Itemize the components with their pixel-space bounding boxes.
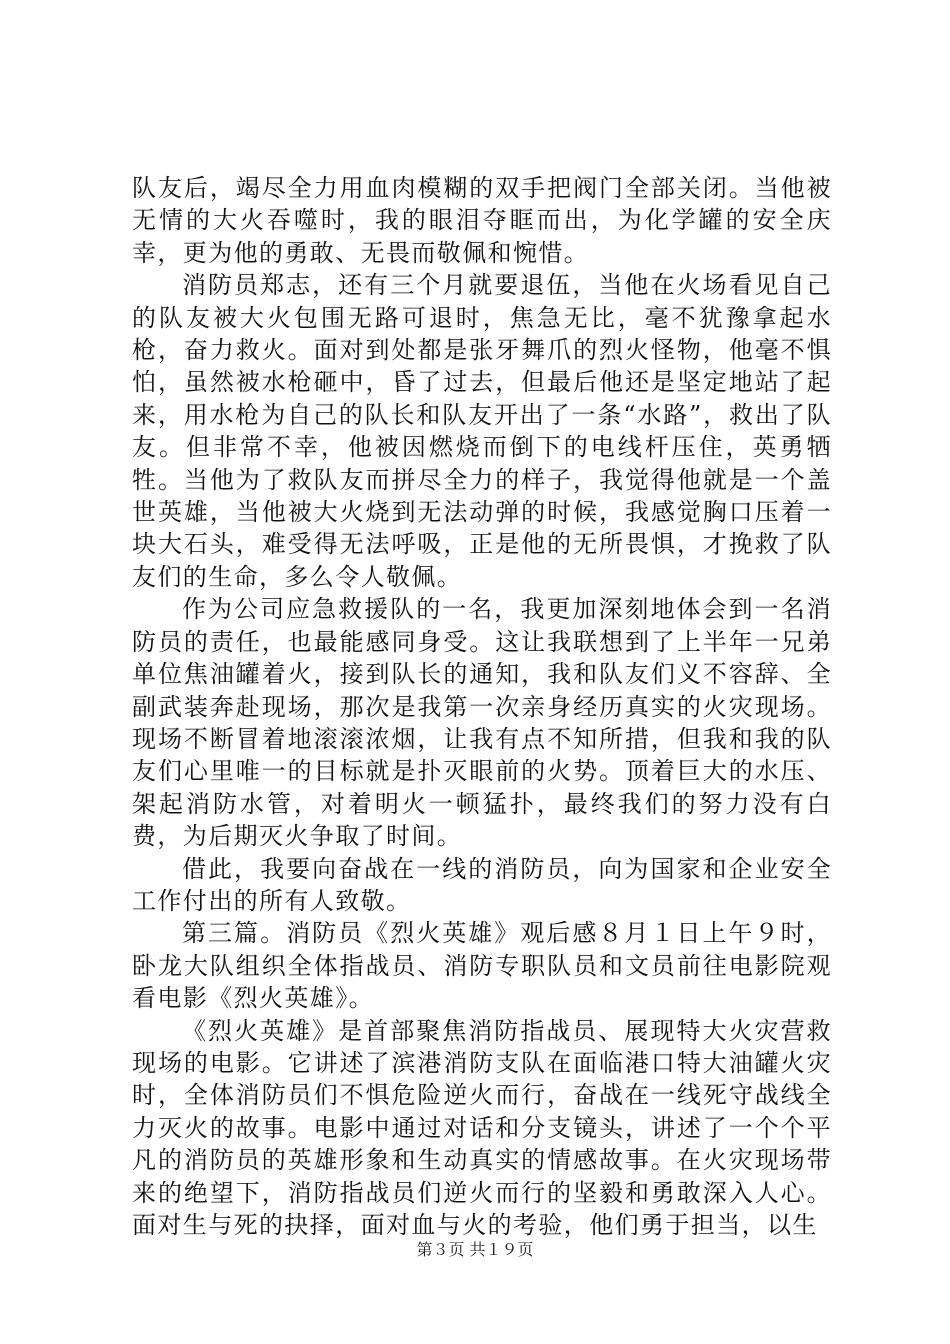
page-number-footer: 第３页 共１９页 (416, 1240, 534, 1259)
paragraph-movie-intro: 《烈火英雄》是首部聚焦消防指战员、展现特大火灾营救现场的电影。它讲述了滨港消防支队在面临港口特大油罐火灾时，全体消防员们不惧危险逆火而行，奋战在一线死守战线全力灭火的故事。电影中通过对话和分支镜头，讲述了一个个平凡的消防员的英雄形象和生动真实的情感故事。在火灾现场带来的绝望下，消防指战员们逆火而行的坚毅和勇敢深入人心。面对生与死的抉择，面对血与火的考验，他们勇于担当，以生 (132, 1016, 832, 1239)
paragraph-tribute: 借此，我要向奋战在一线的消防员，向为国家和企业安全工作付出的所有人致敬。 (132, 854, 832, 915)
paragraph-rescue-team: 作为公司应急救援队的一名，我更加深刻地体会到一名消防员的责任，也最能感同身受。这让我联想到了上半年一兄弟单位焦油罐着火，接到队长的通知，我和队友们义不容辞、全副武装奔赴现场，那次是我第一次亲身经历真实的火灾现场。现场不断冒着地滚滚浓烟，让我有点不知所措，但我和我的队友们心里唯一的目标就是扑灭眼前的火势。顶着巨大的水压、架起消防水管，对着明火一顿猛扑，最终我们的努力没有白费，为后期灭火争取了时间。 (132, 595, 832, 851)
paragraph-continuation: 队友后，竭尽全力用血肉模糊的双手把阀门全部关闭。当他被无情的大火吞噬时，我的眼泪夺眶而出，为化学罐的安全庆幸，更为他的勇敢、无畏而敬佩和惋惜。 (132, 174, 832, 267)
paragraph-third-article: 第三篇。消防员《烈火英雄》观后感８月１日上午９时，卧龙大队组织全体指战员、消防专职队员和文员前往电影院观看电影《烈火英雄》。 (132, 919, 832, 1013)
document-body (132, 172, 832, 1241)
paragraph-zheng-zhi: 消防员郑志，还有三个月就要退伍，当他在火场看见自己的队友被大火包围无路可退时，焦急无比，毫不犹豫拿起水枪，奋力救火。面对到处都是张牙舞爪的烈火怪物，他毫不惧怕，虽然被水枪砸中，昏了过去，但最后他还是坚定地站了起来，用水枪为自己的队长和队友开出了一条“水路”，救出了队友。但非常不幸，他被因燃烧而倒下的电线杆压住，英勇牺牲。当他为了救队友而拼尽全力的样子，我觉得他就是一个盖世英雄，当他被大火烧到无法动弹的时候，我感觉胸口压着一块大石头，难受得无法呼吸，正是他的无所畏惧，才挽救了队友们的生命，多么令人敬佩。 (132, 271, 832, 591)
